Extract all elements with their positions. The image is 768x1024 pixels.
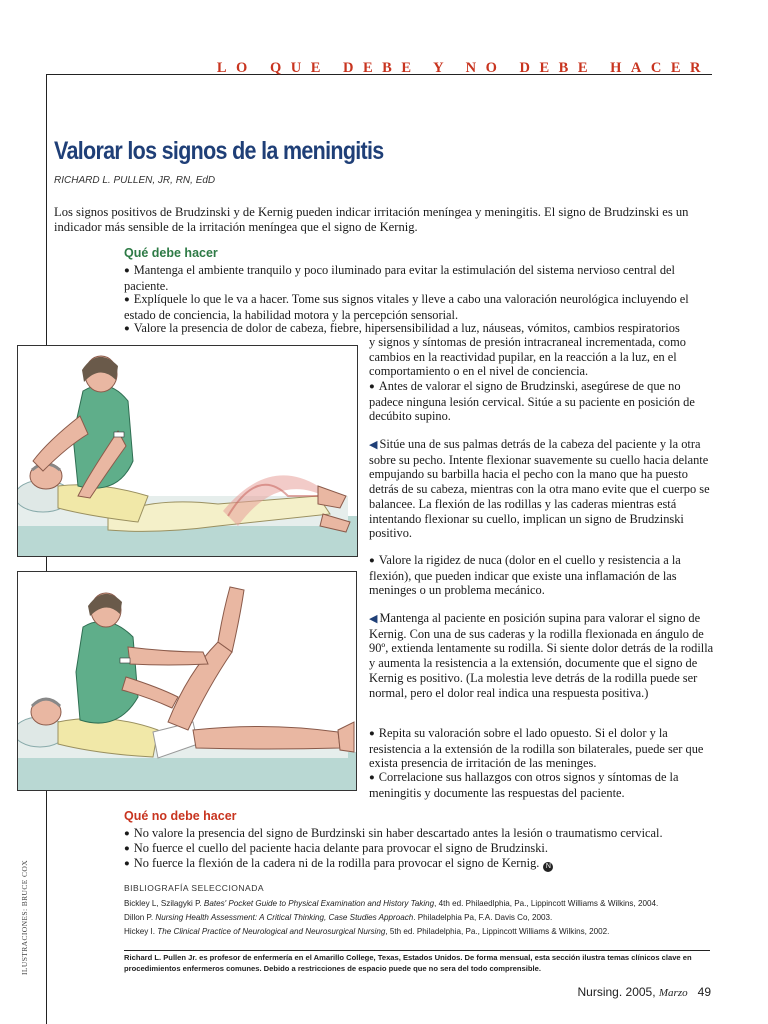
do-item-1: ● Mantenga el ambiente tranquilo y poco iluminado para evitar la estimulación del sistema nervioso central del paciente.	[124, 263, 714, 293]
section-header: LO QUE DEBE Y NO DEBE HACER	[216, 60, 710, 76]
dont-heading: Qué no debe hacer	[124, 809, 237, 823]
do-item-repeat: ● Repita su valoración sobre el lado opuesto. Si el dolor y la resistencia a la extensión de la rodilla son bilaterales, puede ser que exista presencia de irritación de las meninges.	[369, 726, 714, 771]
author-bio: Richard L. Pullen Jr. es profesor de enfermería en el Amarillo College, Texas, Estados Unidos. De forma mensual, esta sección ilustra temas clínicos clave en procedimientos enfermeros comunes. Debido a restricciones de espacio puede que no sera del todo comprensible.	[124, 953, 692, 973]
bibliography-entry: Hickey I. The Clinical Practice of Neurological and Neurosurgical Nursing, 5th ed. Philadelphia, Pa., Lippincott Williams & Wilkins, 2002.	[124, 927, 610, 936]
bio-divider	[124, 950, 710, 951]
do-item-brudzinski: ◀ Sitúe una de sus palmas detrás de la cabeza del paciente y la otra sobre su pecho. Intente flexionar suavemente su cuello hacia delante empujando su barbilla hacia el pecho con la mano que ha puesto detrás de su cabeza, mientras con la otra mano evite que el cuerpo se balancee. La flexión de las rodillas y las caderas mientras está intentando flexionar su cuello, implican un signo de Brudzinski positivo.	[369, 437, 714, 541]
do-item-3-cont: y signos y síntomas de presión intracraneal incrementada, como cambios en la reactividad pupilar, en la reacción a la luz, en el comportamiento o en el nivel de conciencia.	[369, 335, 686, 379]
kernig-illustration	[17, 571, 357, 791]
article-intro: Los signos positivos de Brudzinski y de Kernig pueden indicar irritación meníngea y meningitis. El signo de Brudzinski es un indicador más sensible de la irritación meníngea que el signo de Kernig.	[54, 205, 689, 234]
do-heading: Qué debe hacer	[124, 246, 218, 260]
dont-item-3: ● No fuerce la flexión de la cadera ni de la rodilla para provocar el signo de Kernig. N	[124, 856, 724, 872]
page-number: 49	[697, 985, 711, 999]
page-footer: Nursing. 2005, Marzo 49	[577, 985, 711, 999]
brudzinski-illustration	[17, 345, 358, 557]
article-title: Valorar los signos de la meningitis	[54, 137, 384, 165]
bibliography-entry: Bickley L, Szilagyki P. Bates' Pocket Guide to Physical Examination and History Taking, 4th ed. Philaedlphia, Pa., Lippincott Williams & Wilkins, 2004.	[124, 899, 659, 908]
do-item-nuca: ● Valore la rigidez de nuca (dolor en el cuello y resistencia a la flexión), que pueden indicar que existe una inflamación de las meninges o un problema mecánico.	[369, 553, 714, 598]
do-item-3: ● Valore la presencia de dolor de cabeza, fiebre, hipersensibilidad a luz, náuseas, vómitos, cambios respiratorios	[124, 321, 714, 337]
dont-item-2: ● No fuerce el cuello del paciente hacia delante para provocar el signo de Brudzinski.	[124, 841, 724, 857]
do-item-correlate: ● Correlacione sus hallazgos con otros signos y síntomas de la meningitis y documente las respuestas del paciente.	[369, 770, 714, 800]
dont-item-1: ● No valore la presencia del signo de Burdzinski sin haber descartado antes la lesión o traumatismo cervical.	[124, 826, 724, 842]
bibliography-heading: BIBLIOGRAFÍA SELECCIONADA	[124, 883, 265, 893]
do-item-2: ● Explíquele lo que le va a hacer. Tome sus signos vitales y lleve a cabo una valoración neurológica incluyendo el estado de conciencia, la habilidad motora y la percepción sensorial.	[124, 292, 714, 322]
illustration-credit: ILUSTRACIONES: BRUCE COX	[20, 859, 29, 975]
end-mark-icon: N	[543, 862, 553, 872]
do-item-kernig: ◀ Mantenga al paciente en posición supina para valorar el signo de Kernig. Con una de sus caderas y la rodilla flexionada en ángulo de 90º, extienda lentamente su rodilla. Si siente dolor detrás de la rodilla y aumenta la resistencia a la extensión, documente que el signo de Kernig es positivo. (La molestia leve detrás de la rodilla puede ser normal, pero el dolor real indica una respuesta positiva.)	[369, 611, 714, 700]
nurse-flexing-neck-drawing	[18, 346, 357, 556]
do-item-4: ● Antes de valorar el signo de Brudzinski, asegúrese de que no padece ninguna lesión cervical. Sitúe a su paciente en posición de decúbito supino.	[369, 379, 714, 424]
nurse-extending-knee-drawing	[18, 572, 356, 790]
article-author: RICHARD L. PULLEN, JR, RN, EdD	[54, 175, 216, 186]
bibliography-entry: Dillon P. Nursing Health Assessment: A Critical Thinking, Case Studies Approach. Philadelphia Pa, F.A. Davis Co, 2003.	[124, 913, 553, 922]
